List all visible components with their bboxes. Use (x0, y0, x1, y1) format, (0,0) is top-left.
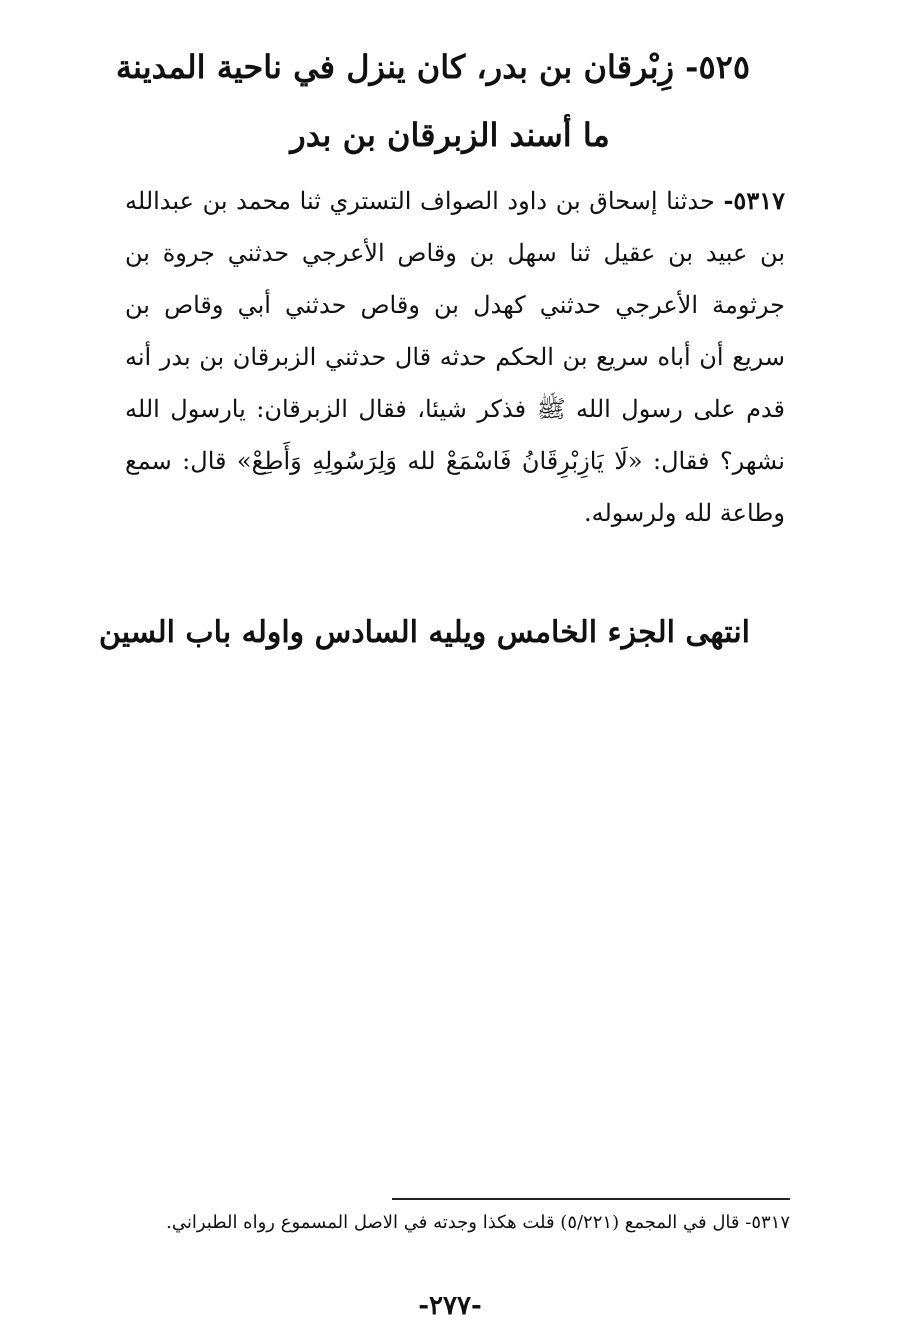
chapter-heading: ٥٢٥- زِبْرقان بن بدر، كان ينزل في ناحية المدينة (115, 48, 750, 86)
footnote-divider (392, 1198, 790, 1200)
hadith-text: حدثنا إسحاق بن داود الصواف التستري ثنا محمد بن عبدالله بن عبيد بن عقيل ثنا سهل بن وقاص الأعرجي حدثني جروة بن جرثومة الأعرجي حدثني كهدل بن وقاص حدثني أبي وقاص بن سريع أن أباه سريع بن الحكم حدثه قال حدثني الزبرقان بن بدر أنه قدم على رسول الله ﷺ فذكر شيئا، فقال الزبرقان: يارسول الله نشهر؟ فقال: «لَا يَازِبْرِقَانُ فَاسْمَعْ لله وَلِرَسُولِهِ وَأَطِعْ» قال: سمع وطاعة لله ولرسوله. (125, 187, 785, 527)
volume-closing-note: انتهى الجزء الخامس ويليه السادس واوله باب السين (98, 615, 750, 650)
section-heading: ما أسند الزبرقان بن بدر (290, 116, 610, 154)
page-number: -٢٧٧- (418, 1291, 482, 1321)
hadith-number: ٥٣١٧- (723, 186, 785, 215)
footnote: ٥٣١٧- قال في المجمع (٥/٢٢١) قلت هكذا وجدته في الاصل المسموع رواه الطبراني. (166, 1212, 790, 1233)
hadith-paragraph (125, 175, 785, 539)
